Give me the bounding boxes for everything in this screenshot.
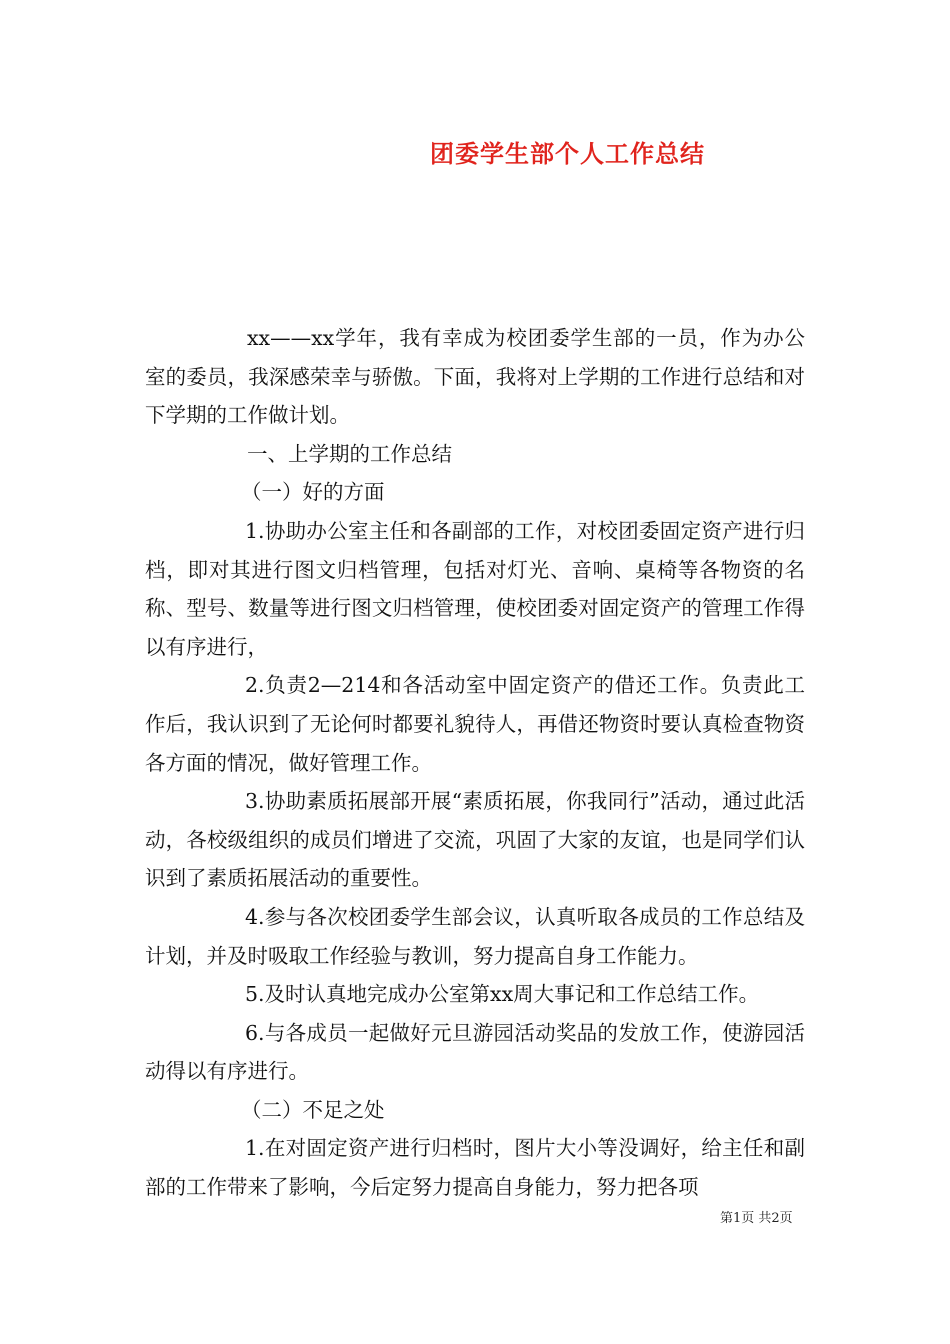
- list-item: 1.在对固定资产进行归档时，图片大小等没调好，给主任和副部的工作带来了影响，今后定努力提高自身能力，努力把各项: [145, 1136, 805, 1200]
- subsection-heading-good: （一）好的方面: [241, 480, 385, 505]
- page-number-footer: 第1页 共2页: [720, 1211, 793, 1226]
- list-item: 6.与各成员一起做好元旦游园活动奖品的发放工作，使游园活动得以有序进行。: [145, 1020, 805, 1084]
- list-item: 5.及时认真地完成办公室第xx周大事记和工作总结工作。: [245, 982, 760, 1007]
- list-item: 3.协助素质拓展部开展“素质拓展，你我同行”活动，通过此活动，各校级组织的成员们增进了交流，巩固了大家的友谊，也是同学们认识到了素质拓展活动的重要性。: [145, 789, 805, 891]
- document-title: 团委学生部个人工作总结: [430, 140, 705, 168]
- list-item: 4.参与各次校团委学生部会议，认真听取各成员的工作总结及计划，并及时吸取工作经验与教训，努力提高自身工作能力。: [145, 904, 805, 968]
- subsection-heading-weak: （二）不足之处: [241, 1097, 385, 1122]
- intro-paragraph: xx——xx学年，我有幸成为校团委学生部的一员，作为办公室的委员，我深感荣幸与骄傲。下面，我将对上学期的工作进行总结和对下学期的工作做计划。: [145, 326, 805, 428]
- list-item: 2.负责2—214和各活动室中固定资产的借还工作。负责此工作后，我认识到了无论何时都要礼貌待人，再借还物资时要认真检查物资各方面的情况，做好管理工作。: [145, 673, 805, 775]
- document-body: [145, 319, 805, 1207]
- section-heading: 一、上学期的工作总结: [247, 441, 452, 466]
- list-item: 1.协助办公室主任和各副部的工作，对校团委固定资产进行归档，即对其进行图文归档管理，包括对灯光、音响、桌椅等各物资的名称、型号、数量等进行图文归档管理，使校团委对固定资产的管理工作得以有序进行，: [145, 518, 805, 659]
